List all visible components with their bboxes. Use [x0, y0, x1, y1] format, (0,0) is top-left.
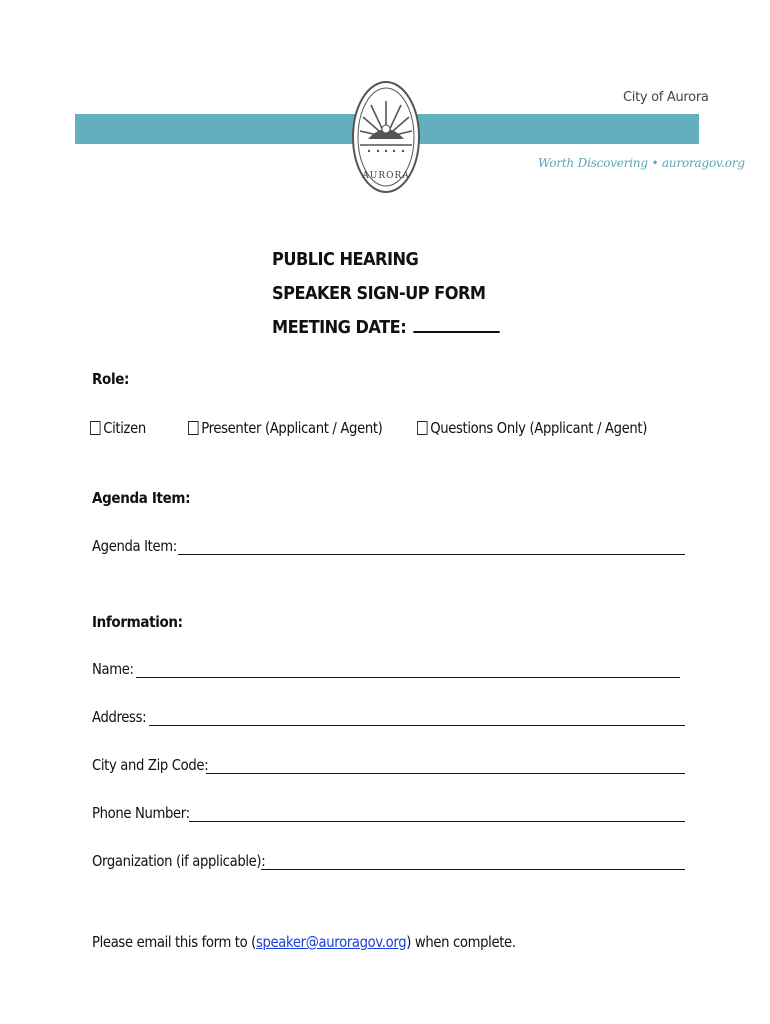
email-instruction-prefix: Please email this form to (: [92, 933, 256, 951]
address-field[interactable]: [149, 725, 685, 726]
role-option-presenter[interactable]: [188, 419, 382, 437]
phone-field[interactable]: [189, 821, 685, 822]
role-option-label: Questions Only (Applicant / Agent): [430, 419, 647, 437]
name-field[interactable]: [136, 677, 680, 678]
agenda-item-label: Agenda Item:: [92, 537, 177, 555]
form-title: [272, 243, 525, 345]
agenda-heading: Agenda Item:: [92, 489, 191, 507]
checkbox-icon[interactable]: [188, 421, 199, 435]
city-zip-field[interactable]: [206, 773, 685, 774]
role-option-citizen[interactable]: [90, 419, 146, 437]
agenda-item-field[interactable]: [178, 554, 685, 555]
tagline: Worth Discovering • auroragov.org: [538, 156, 745, 170]
organization-label: Organization (if applicable):: [92, 852, 266, 870]
title-line-2: SPEAKER SIGN-UP FORM: [272, 283, 486, 304]
email-instruction-suffix: ) when complete.: [406, 933, 516, 951]
checkbox-icon[interactable]: [417, 421, 428, 435]
address-label: Address:: [92, 708, 147, 726]
meeting-date-line: [272, 311, 499, 345]
phone-label: Phone Number:: [92, 804, 190, 822]
svg-text:AURORA: AURORA: [362, 171, 410, 181]
information-heading: Information:: [92, 613, 183, 631]
name-label: Name:: [92, 660, 134, 678]
checkbox-icon[interactable]: [90, 421, 101, 435]
role-option-questions[interactable]: [417, 419, 647, 437]
organization-field[interactable]: [261, 869, 685, 870]
title-line-1: PUBLIC HEARING: [272, 249, 419, 270]
meeting-date-field[interactable]: [413, 313, 499, 333]
meeting-date-label: MEETING DATE:: [272, 317, 407, 338]
city-zip-label: City and Zip Code:: [92, 756, 209, 774]
role-option-label: Presenter (Applicant / Agent): [201, 419, 383, 437]
city-name: City of Aurora: [623, 90, 709, 105]
role-option-label: Citizen: [103, 419, 146, 437]
speaker-email-link[interactable]: speaker@auroragov.org: [255, 933, 407, 951]
role-heading: Role:: [92, 370, 130, 388]
city-seal-logo: [351, 79, 421, 195]
email-instruction: [92, 933, 516, 951]
